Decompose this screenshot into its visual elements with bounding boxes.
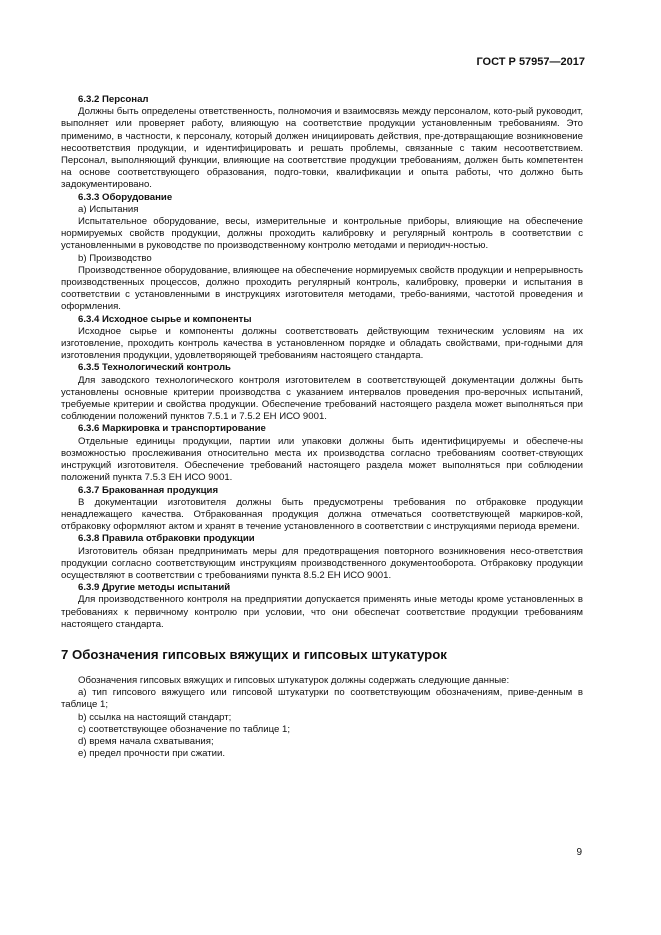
section-heading-6-3-6: 6.3.6 Маркировка и транспортирование [78,423,266,435]
section-heading-6-3-7: 6.3.7 Бракованная продукция [78,484,219,496]
paragraph: Исходное сырье и компоненты должны соответствовать действующим техническим условиям на их изготовление, проходить контроль качества в установленном порядке и обладать свойствами, при-годными для изготовления продукции, удовлетворяющей требованиям настоящего стандарта. [61,325,583,362]
section-heading-6-3-9: 6.3.9 Другие методы испытаний [78,582,231,594]
page-number: 9 [576,847,582,858]
paragraph: Должны быть определены ответственность, полномочия и взаимосвязь между персоналом, кото-рый руководит, выполняет или проверяет работу, влияющую на соответствие продукции установленным требованиям. Это применимо, в частности, к персоналу, который должен инициировать действия, пре-дотвращающие возникновение несоответствия продукции, и идентифицировать и решать проблемы, связанные с таким несоответствием. Персонал, выполняющий функции, влияющие на соответствие продукции требованиям, должен быть компетентен на основе соответствующего образования, подго-товки, квалификации и опыта работы, что должно быть задокументировано. [61,106,583,191]
subitem-label: а) Испытания [78,203,139,215]
paragraph: Производственное оборудование, влияющее на обеспечение нормируемых свойств продукции и непрерывность производственных процессов, должно проходить регулярный контроль, калибровку, проверки и испытания в соответствии с установленными в инструкциях изготовителя методами, требо-ваниями, частотой проведения и оформления. [61,264,584,313]
section-heading-6-3-2: 6.3.2 Персонал [78,94,149,105]
list-item: b) ссылка на настоящий стандарт; [78,711,232,723]
document-standard-header: ГОСТ Р 57957—2017 [476,56,585,68]
section-heading-6-3-3: 6.3.3 Оборудование [78,191,173,203]
section-heading-6-3-8: 6.3.8 Правила отбраковки продукции [78,533,255,545]
list-item: е) предел прочности при сжатии. [78,748,226,760]
section-heading-6-3-5: 6.3.5 Технологический контроль [78,362,231,374]
section-heading-6-3-4: 6.3.4 Исходное сырье и компоненты [78,313,252,325]
paragraph: Обозначения гипсовых вяжущих и гипсовых штукатурок должны содержать следующие данные: [78,674,510,686]
paragraph: Для производственного контроля на предприятии допускается применять иные методы кроме установленных в требованиях к первичному контролю при условии, что они обеспечат соответствие продукции требованиям настоящего стандарта. [61,594,583,630]
list-item: а) тип гипсового вяжущего или гипсовой штукатурки по соответствующим обозначениям, приве-денным в таблице 1; [61,687,583,711]
paragraph: В документации изготовителя должны быть предусмотрены требования по отбраковке продукции ненадлежащего качества. Отбракованная продукция должна отмечаться соответствующей маркиров-кой, отбраковку оформляют актом и хранят в течение установленного в соответствии с инструкциями периода времени. [61,496,583,533]
paragraph: Испытательное оборудование, весы, измерительные и контрольные приборы, влияющие на обеспечение нормируемых свойств продукции, должны проходить калибровку и регулярный контроль в соответствии с установленными в руководстве по производственному контролю методами и периодич-ностью. [61,216,583,252]
section-heading-7: 7 Обозначения гипсовых вяжущих и гипсовых штукатурок [61,646,447,662]
paragraph: Изготовитель обязан предпринимать меры для предотвращения повторного возникновения несо-ответствия продукции согласно соответствующим инструкциям производственного документооборота. Отбраковку продукции осуществляют в соответствии с требованиями пункта 8.5.2 ЕН ИСО 9001. [61,545,583,581]
paragraph: Отдельные единицы продукции, партии или упаковки должны быть идентифицируемы и обеспече-ны возможностью прослеживания относительно места их производства согласно требованиям соответ-ствующих инструкций изготовителя. Обеспечение требований настоящего раздела может выполняться при соблюдении положений пункта 7.5.3 ЕН ИСО 9001. [61,435,583,484]
list-item: c) соответствующее обозначение по таблице 1; [78,723,290,735]
page-body [61,94,583,760]
list-item: d) время начала схватывания; [78,735,214,747]
paragraph: Для заводского технологического контроля изготовителем в соответствующей документации должны быть установлены основные критерии производства с указанием интервалов проведения про-верочных испытаний, требуемые критерии и свойства продукции. Обеспечение требований настоящего раздела может выполняться при соблюдении положений пунктов 7.5.1 и 7.5.2 ЕН ИСО 9001. [61,374,583,423]
subitem-label: b) Производство [78,252,152,264]
